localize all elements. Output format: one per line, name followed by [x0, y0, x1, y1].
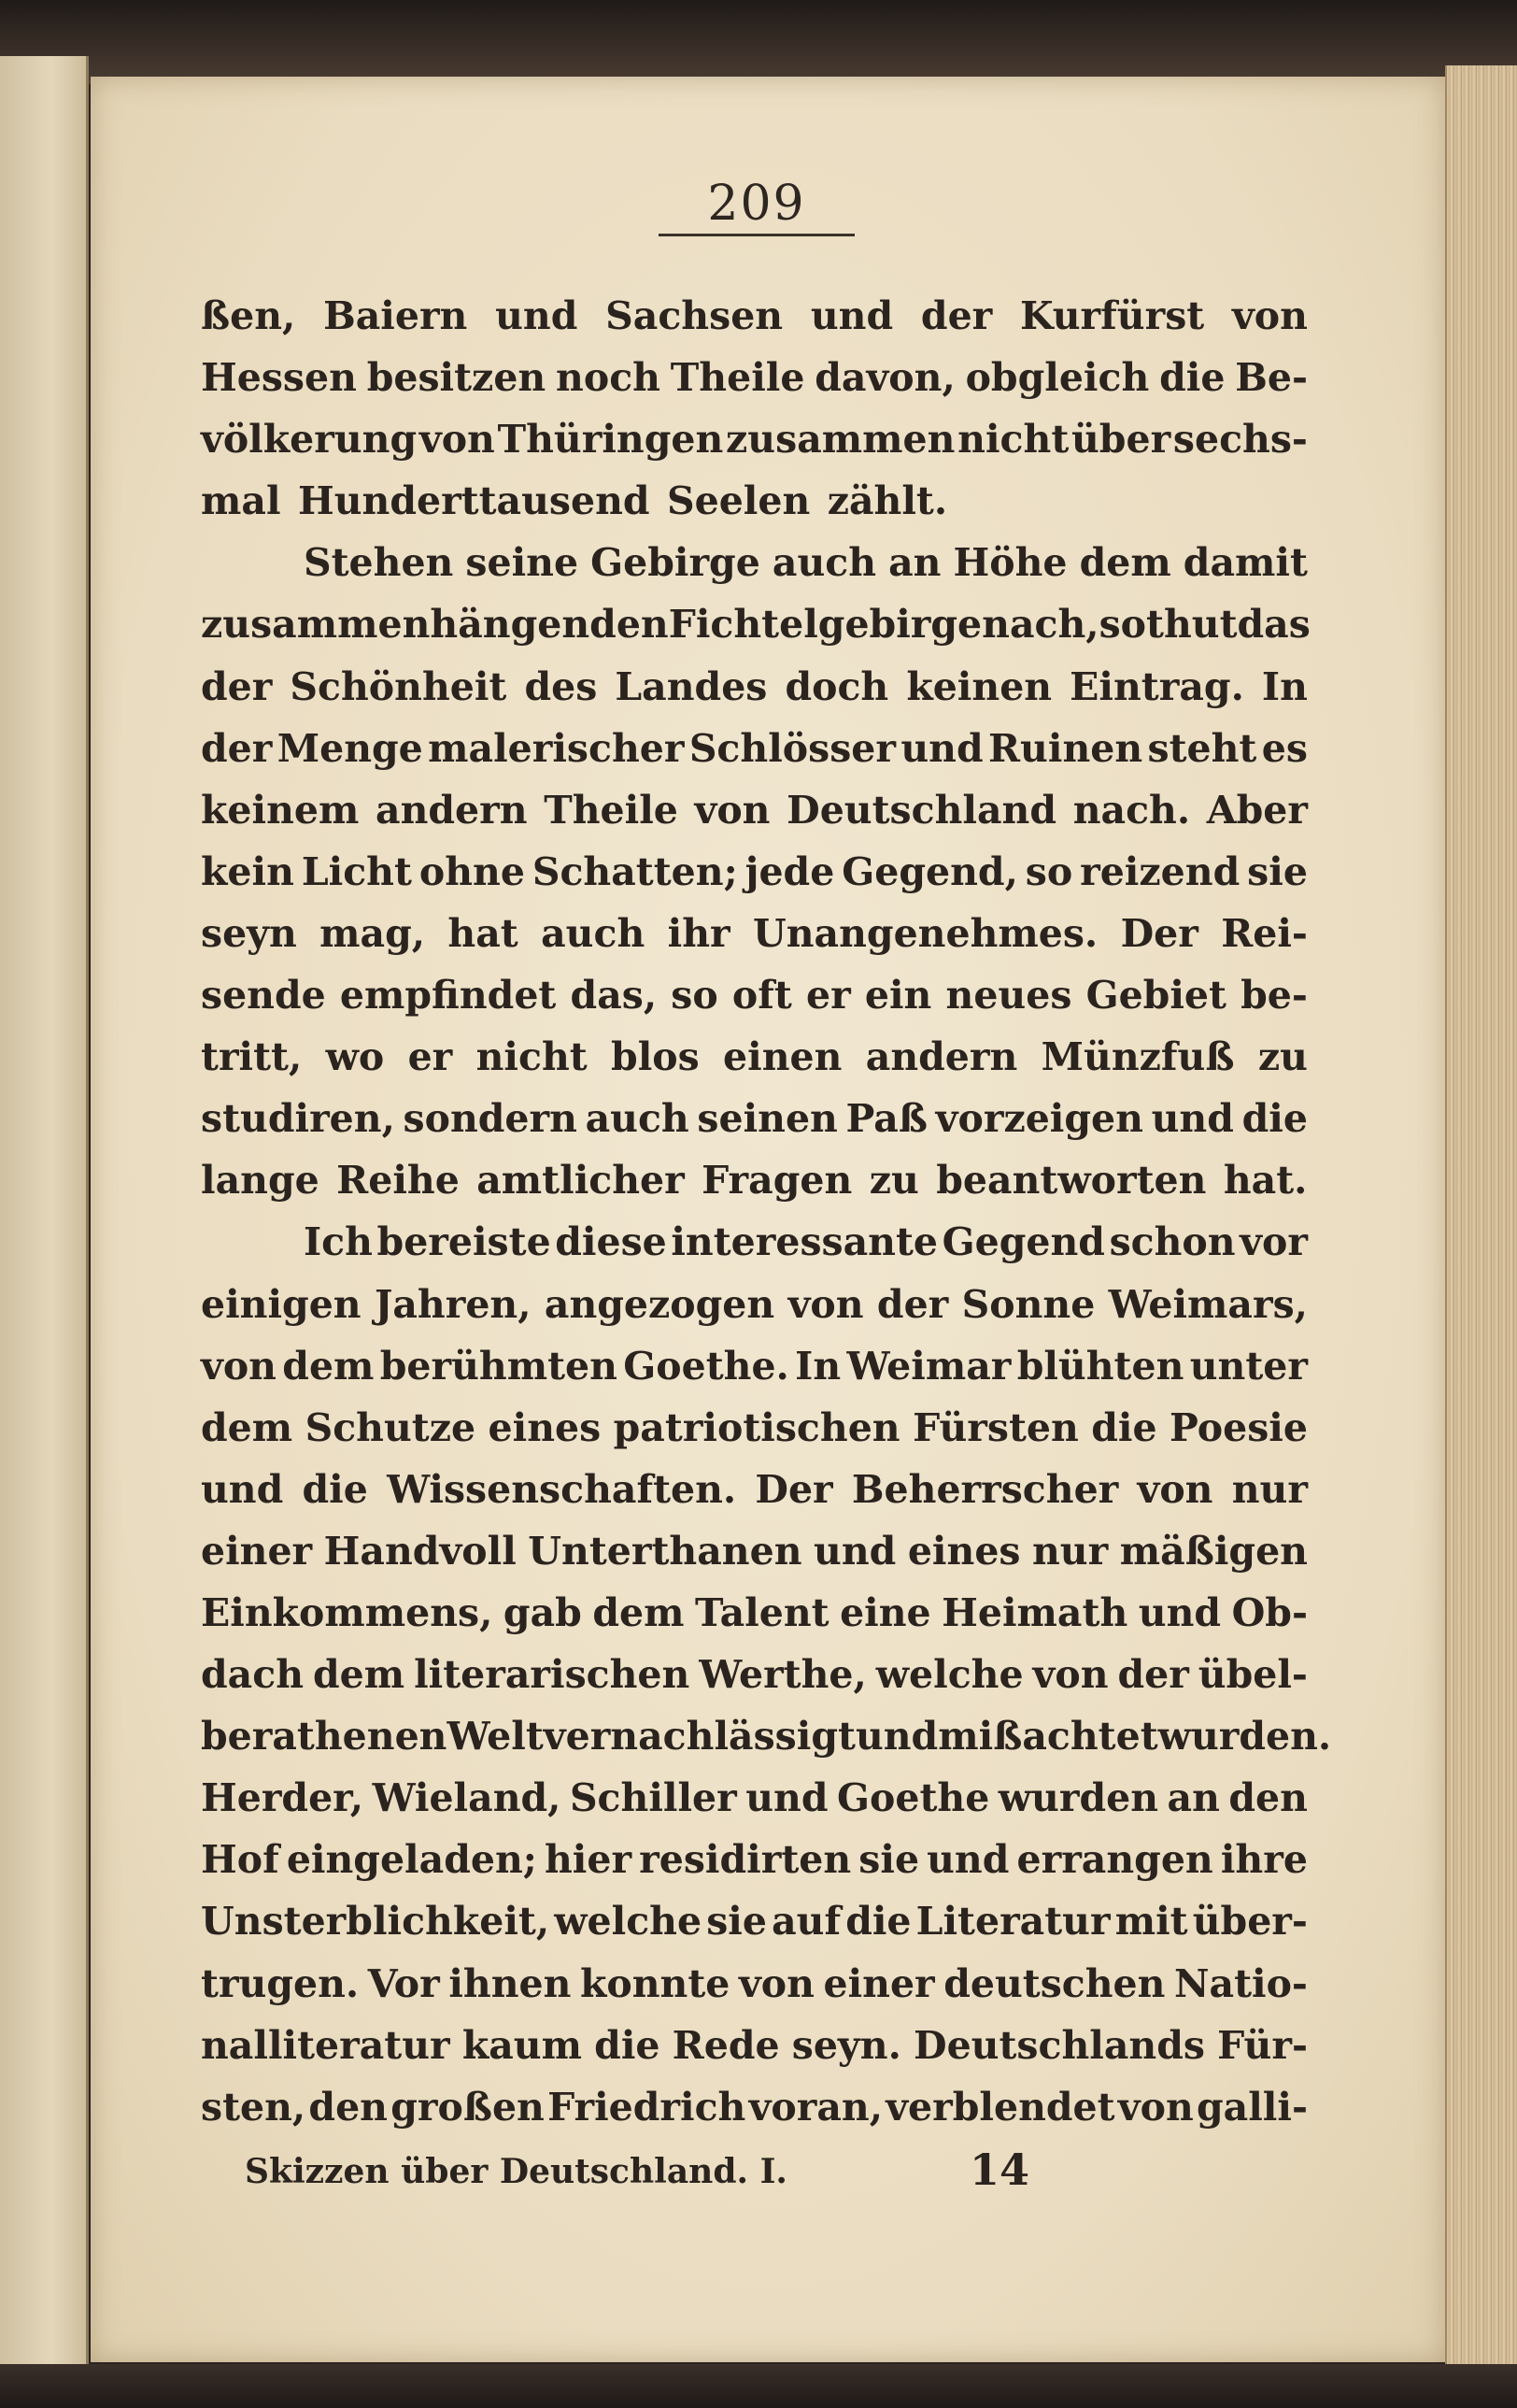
word: errangen [1016, 1837, 1213, 1883]
word: Einkommens, [201, 1589, 493, 1635]
word: thut [1146, 602, 1238, 648]
text-line [201, 1335, 1308, 1397]
word: Aber [1206, 787, 1308, 833]
word: auch [772, 540, 877, 586]
word: konnte [579, 1960, 730, 2006]
word: Ich [304, 1219, 373, 1265]
word: von [201, 1343, 276, 1389]
word: Unangenehmes. [752, 910, 1099, 956]
book-cover-top [0, 0, 1517, 84]
word: angezogen [544, 1281, 775, 1327]
word: er [806, 973, 851, 1019]
text-line [201, 718, 1308, 779]
word: ihre [1220, 1837, 1308, 1883]
word: tritt, [201, 1034, 303, 1080]
word: Theile [544, 787, 678, 833]
word: Paß [845, 1096, 928, 1142]
word: Unterthanen [528, 1528, 802, 1574]
word: mißachtet [938, 1714, 1158, 1760]
word: kein [201, 848, 294, 894]
word: Rede [672, 2022, 780, 2068]
word: mit [1114, 1899, 1188, 1945]
word: Wissenschaften. [387, 1466, 737, 1512]
word: Kurfürst [1020, 293, 1205, 338]
word: von [1231, 293, 1308, 338]
word: und [810, 293, 894, 338]
word: andern [865, 1034, 1018, 1080]
word: trugen. [201, 1960, 360, 2006]
word: Fürsten [913, 1404, 1079, 1450]
word: In [795, 1343, 842, 1389]
text-line [201, 1149, 1308, 1211]
word: Fragen [702, 1158, 853, 1204]
word: steht [1147, 725, 1257, 771]
word: Vor [367, 1960, 440, 2006]
word: Handvoll [323, 1528, 517, 1574]
word: ihnen [448, 1960, 572, 2006]
word: sie [706, 1899, 767, 1945]
word: Wieland, [372, 1775, 561, 1821]
word: Weimar [846, 1343, 1012, 1389]
text-line [201, 1829, 1308, 1890]
text-line [201, 779, 1308, 841]
word: malerischer [428, 725, 685, 771]
word: jede [744, 848, 835, 894]
word: an [888, 540, 942, 586]
word: und [1138, 1589, 1222, 1635]
word: Gebirge [590, 540, 760, 586]
word: Gebiet [1085, 973, 1226, 1019]
word: zählt. [827, 478, 948, 524]
word: dem [592, 1589, 685, 1635]
word: nicht [475, 1034, 588, 1080]
word: das [1237, 602, 1311, 648]
word: übel- [1198, 1652, 1308, 1698]
left-page-edge [0, 56, 89, 2373]
word: dach [201, 1652, 305, 1698]
word: unter [1189, 1343, 1308, 1389]
word: dem [282, 1343, 375, 1389]
word: von [418, 417, 495, 463]
word: blühten [1016, 1343, 1184, 1389]
word: Poesie [1170, 1404, 1308, 1450]
signature-mark: Skizzen über Deutschland. I. [245, 2152, 787, 2191]
word: Stehen [304, 540, 454, 586]
word: Sonne [961, 1281, 1096, 1327]
word: Münzfuß [1041, 1034, 1235, 1080]
word: der [201, 725, 273, 771]
text-line [201, 1953, 1308, 2015]
word: Thüringen [497, 417, 724, 463]
word: vor [1240, 1219, 1308, 1265]
word: Goethe [837, 1775, 990, 1821]
text-line [201, 593, 1311, 655]
word: davon, [815, 355, 956, 401]
word: Der [1120, 910, 1198, 956]
word: interessante [671, 1219, 939, 1265]
text-line [201, 1088, 1308, 1149]
word: empfindet [339, 973, 557, 1019]
word: vorzeigen [935, 1096, 1143, 1142]
word: mag, [319, 910, 426, 956]
word: Baiern [323, 293, 468, 338]
page-block-edges [1445, 65, 1517, 2372]
page-footer [245, 2144, 1179, 2210]
word: der [920, 293, 993, 338]
word: nicht [957, 417, 1070, 463]
word: amtlicher [476, 1158, 685, 1204]
word: einer [823, 1960, 935, 2006]
word: Natio- [1174, 1960, 1308, 2006]
word: einigen [201, 1281, 362, 1327]
word: be- [1241, 973, 1308, 1019]
word: und [201, 1466, 284, 1512]
word: patriotischen [613, 1404, 900, 1450]
word: Seelen [667, 478, 811, 524]
word: Schiller [569, 1775, 737, 1821]
word: Talent [695, 1589, 829, 1635]
word: Unsterblichkeit, [201, 1899, 550, 1945]
word: beantworten [936, 1158, 1207, 1204]
word: seine [465, 540, 579, 586]
word: hat. [1223, 1158, 1308, 1204]
word: Eintrag. [1070, 663, 1244, 709]
word: von [1137, 1466, 1213, 1512]
word: berühmten [379, 1343, 617, 1389]
word: wurden. [1157, 1714, 1332, 1760]
word: mal [201, 478, 281, 524]
word: nur [1032, 1528, 1109, 1574]
word: neues [945, 973, 1072, 1019]
word: Für- [1217, 2022, 1308, 2068]
word: an [1167, 1775, 1220, 1821]
word: über- [1192, 1899, 1308, 1945]
word: wurden [998, 1775, 1159, 1821]
word: von [787, 1281, 864, 1327]
word: zusammen [726, 417, 956, 463]
word: bereiste [376, 1219, 551, 1265]
word: ohne [418, 848, 525, 894]
word: eines [488, 1404, 602, 1450]
page-number: 209 [707, 176, 806, 232]
body-text [201, 285, 1332, 2138]
word: seinen [697, 1096, 838, 1142]
text-line [201, 1397, 1308, 1459]
word: die [845, 1899, 912, 1945]
word: lange [201, 1158, 319, 1204]
word: hat [447, 910, 518, 956]
text-line [201, 1211, 1308, 1273]
word: und [1151, 1096, 1234, 1142]
word: völkerung [201, 417, 418, 463]
word: Goethe. [623, 1343, 789, 1389]
text-line [201, 1644, 1308, 1705]
word: welche [875, 1652, 1024, 1698]
word: dem [201, 1404, 293, 1450]
word: Landes [615, 663, 768, 709]
word: berathenen [201, 1714, 447, 1760]
word: noch [556, 355, 660, 401]
word: die [302, 1466, 368, 1512]
word: Herder, [201, 1775, 364, 1821]
word: wo [325, 1034, 385, 1080]
word: Schlösser [688, 725, 896, 771]
word: Hessen [201, 355, 357, 401]
text-line [201, 532, 1308, 593]
header-rule [659, 234, 855, 236]
word: deutschen [943, 1960, 1166, 2006]
word: Deutschlands [914, 2022, 1205, 2068]
text-line [201, 408, 1308, 470]
word: keinem [201, 787, 360, 833]
word: Friedrich [547, 2084, 746, 2130]
text-line [201, 470, 1308, 532]
text-line [201, 1274, 1308, 1335]
word: seyn [201, 910, 297, 956]
word: nach, [982, 602, 1099, 648]
word: Heimath [942, 1589, 1128, 1635]
book-cover-bottom [0, 2364, 1517, 2408]
word: Schönheit [290, 663, 507, 709]
text-line [201, 1026, 1308, 1088]
word: und [855, 1714, 939, 1760]
word: damit [1183, 540, 1308, 586]
word: Be- [1235, 355, 1308, 401]
word: und [814, 1528, 897, 1574]
word: ein [864, 973, 932, 1019]
word: zusammenhängenden [201, 602, 669, 648]
text-line [201, 1459, 1308, 1520]
word: Schatten; [532, 848, 738, 894]
word: voran, [748, 2084, 884, 2130]
word: Menge [276, 725, 423, 771]
word: des [524, 663, 598, 709]
word: Licht [301, 848, 412, 894]
word: galli- [1197, 2084, 1308, 2130]
text-line [201, 841, 1308, 903]
word: die [1159, 355, 1226, 401]
word: eine [840, 1589, 931, 1635]
word: der [201, 663, 273, 709]
word: über [1071, 417, 1171, 463]
word: den [1228, 1775, 1308, 1821]
word: Höhe [953, 540, 1068, 586]
word: verblendet [886, 2084, 1115, 2130]
word: es [1261, 725, 1308, 771]
word: Reihe [336, 1158, 460, 1204]
word: hier [544, 1837, 632, 1883]
word: die [1091, 1404, 1157, 1450]
word: obgleich [965, 355, 1150, 401]
word: auch [585, 1096, 689, 1142]
word: welche [554, 1899, 702, 1945]
word: andern [376, 787, 528, 833]
word: nach. [1072, 787, 1191, 833]
text-line [201, 1520, 1308, 1582]
word: Hunderttausend [297, 478, 650, 524]
text-line [201, 903, 1308, 964]
word: zu [869, 1158, 919, 1204]
word: der [876, 1281, 949, 1327]
word: von [694, 787, 771, 833]
word: die [1241, 1096, 1308, 1142]
word: sechs- [1172, 417, 1308, 463]
word: dem [1079, 540, 1171, 586]
text-line [201, 1767, 1308, 1829]
word: nalliteratur [201, 2022, 450, 2068]
word: auf [772, 1899, 842, 1945]
word: nur [1231, 1466, 1308, 1512]
word: Ob- [1231, 1589, 1308, 1635]
word: großen [390, 2084, 545, 2130]
word: reizend [1080, 848, 1241, 894]
word: so [671, 973, 718, 1019]
text-line [201, 1705, 1332, 1767]
word: Der [755, 1466, 833, 1512]
word: sondern [403, 1096, 577, 1142]
word: und [927, 1837, 1010, 1883]
word: sie [858, 1837, 920, 1883]
word: Beherrscher [851, 1466, 1119, 1512]
word: der [1117, 1652, 1189, 1698]
word: dem [312, 1652, 405, 1698]
word: von [1117, 2084, 1194, 2130]
word: schon [1109, 1219, 1236, 1265]
text-line [201, 964, 1308, 1026]
text-line [201, 2015, 1308, 2076]
text-line [201, 285, 1308, 347]
text-line [201, 347, 1308, 408]
word: blos [611, 1034, 700, 1080]
word: Schutze [305, 1404, 476, 1450]
word: zu [1257, 1034, 1308, 1080]
word: Gegend [942, 1219, 1105, 1265]
word: Fichtelgebirge [668, 602, 983, 648]
word: besitzen [366, 355, 546, 401]
text-line [201, 2076, 1308, 2138]
word: doch [785, 663, 889, 709]
word: ßen, [201, 293, 296, 338]
word: diese [555, 1219, 667, 1265]
word: auch [541, 910, 645, 956]
word: Rei- [1221, 910, 1308, 956]
word: Theile [670, 355, 805, 401]
word: kaum [461, 2022, 582, 2068]
word: Deutschland [787, 787, 1057, 833]
word: von [1032, 1652, 1109, 1698]
word: Ruinen [987, 725, 1143, 771]
word: und [495, 293, 578, 338]
word: Gegend, [842, 848, 1018, 894]
word: keinen [906, 663, 1053, 709]
word: er [407, 1034, 453, 1080]
word: In [1261, 663, 1308, 709]
word: Jahren, [374, 1281, 532, 1327]
text-line [201, 656, 1308, 718]
word: ihr [667, 910, 730, 956]
word: sende [201, 973, 326, 1019]
sheet-number: 14 [970, 2144, 1030, 2195]
word: von [738, 1960, 815, 2006]
word: und [900, 725, 984, 771]
word: Hof [201, 1837, 279, 1883]
word: so [1099, 602, 1147, 648]
word: gab [503, 1589, 582, 1635]
text-line [201, 1582, 1308, 1644]
word: das, [570, 973, 658, 1019]
word: vernachlässigt [543, 1714, 856, 1760]
text-line [201, 1890, 1308, 1952]
word: seyn. [791, 2022, 901, 2068]
word: Werthe, [699, 1652, 867, 1698]
word: Weimars, [1108, 1281, 1308, 1327]
word: Welt [447, 1714, 544, 1760]
word: studiren, [201, 1096, 395, 1142]
word: residirten [639, 1837, 852, 1883]
word: eines [907, 1528, 1021, 1574]
word: so [1025, 848, 1073, 894]
word: einer [201, 1528, 313, 1574]
word: eingeladen; [286, 1837, 537, 1883]
word: mäßigen [1119, 1528, 1308, 1574]
word: sten, [201, 2084, 306, 2130]
word: den [308, 2084, 388, 2130]
word: die [594, 2022, 660, 2068]
word: literarischen [414, 1652, 690, 1698]
word: Sachsen [605, 293, 784, 338]
word: oft [731, 973, 792, 1019]
word: sie [1247, 848, 1308, 894]
word: einen [723, 1034, 843, 1080]
word: Literatur [915, 1899, 1111, 1945]
word: und [745, 1775, 829, 1821]
